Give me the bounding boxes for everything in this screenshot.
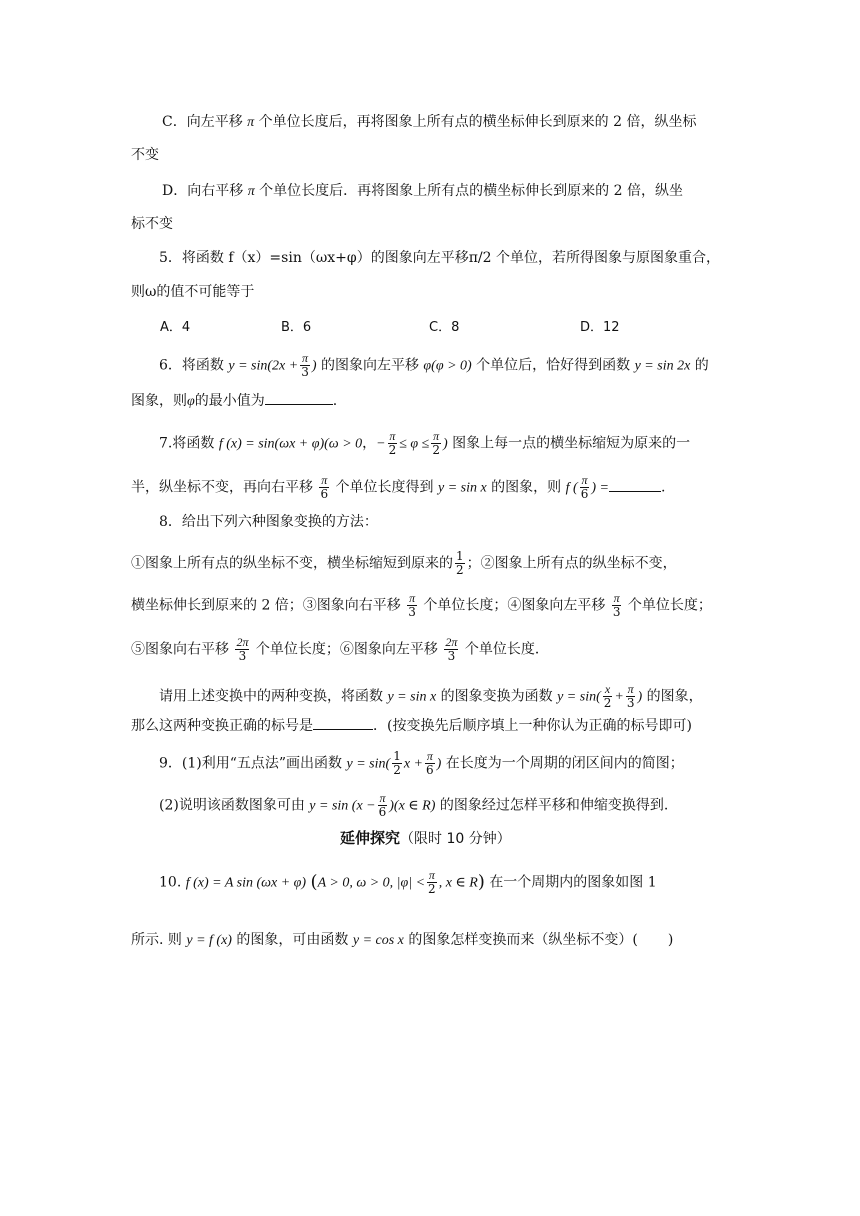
q4-option-d-line1 — [162, 181, 762, 202]
q9-frac-3 — [378, 792, 388, 819]
q7-frac-4 — [580, 474, 590, 501]
q10-paren-close: ) — [477, 871, 485, 893]
q6-answer-blank[interactable] — [265, 404, 333, 405]
q4-c-label: C．向左平移 — [162, 114, 243, 130]
q8-frac-3-den: 3 — [612, 605, 621, 619]
q7-close: ) — [443, 436, 448, 452]
q6-l2-text-c: 的最小值为 — [194, 393, 265, 409]
q6-formula-close: ) — [311, 358, 317, 374]
q10-condition: A > 0, ω > 0, |φ| < — [317, 875, 426, 891]
q10-l2-formula-1: y = f (x) — [186, 933, 232, 948]
q7-l2-text-a: 半，纵坐标不变，再向右平移 — [131, 479, 313, 496]
q9-l2-text-a: (2)说明该函数图象可由 — [159, 797, 305, 814]
q9-frac-3-den: 6 — [378, 805, 387, 819]
q9-text-f: 在长度为一个周期的闭区间内的简图； — [445, 755, 684, 772]
q8-l2-text-c: 个单位长度； — [627, 597, 712, 614]
q8-l4-plus: + — [614, 689, 624, 705]
q7-frac-1-den: 2 — [388, 443, 397, 457]
q8-l4-formula-1: y = sin x — [387, 689, 437, 705]
q7-frac-3-num: π — [321, 473, 328, 487]
q8-l4-text-a: 请用上述变换中的两种变换，将函数 — [159, 688, 383, 705]
q9-formula-open: y = sin( — [346, 756, 391, 772]
q8-l1-text-b: ；②图象上所有点的纵坐标不变， — [466, 555, 677, 572]
q8-l5-text-b: ．(按变换先后顺序填上一种你认为正确的标号即可) — [373, 718, 692, 734]
q9-l2-text-d: 的图象经过怎样平移和伸缩变换得到. — [439, 797, 669, 814]
q4-c-text: 个单位长度后，再将图象上所有点的横坐标伸长到原来的 2 倍，纵坐标 — [258, 114, 697, 130]
q8-frac-1 — [455, 550, 465, 577]
q10-l2-text-c: 的图象，可由函数 — [236, 932, 349, 948]
q9-l2-formula-close: )(x ∈ R) — [389, 798, 436, 814]
q5-option-b: B．6 — [281, 320, 312, 335]
q4-option-c-line2: 不变 — [131, 147, 159, 163]
q5-line1: 5．将函数 f（x）=sin（ωx+φ）的图象向左平移π/2 个单位，若所得图象与原图象重合， — [159, 250, 720, 266]
q6-frac — [300, 352, 310, 379]
q6-line2 — [131, 391, 731, 412]
q6-text-f: 个单位后，恰好得到函数 — [476, 357, 631, 374]
q4-d-text: 个单位长度后．再将图象上所有点的横坐标伸长到原来的 2 倍，纵坐 — [259, 183, 683, 199]
q8-frac-4-den: 3 — [238, 649, 247, 663]
q8-frac-6-num: x — [603, 683, 613, 697]
q7-line2 — [131, 474, 731, 501]
q8-frac-2-den: 3 — [408, 605, 416, 619]
q8-frac-6-den: 2 — [603, 696, 612, 710]
section-heading — [340, 827, 511, 848]
q9-frac-1-den: 2 — [393, 763, 401, 777]
q10-line2 — [131, 930, 731, 951]
q6-text-d: 的图象向左平移 — [320, 357, 419, 374]
q9-formula-close: ) — [436, 756, 442, 772]
q5-line2: 则ω的值不可能等于 — [131, 284, 255, 300]
q7-minus: − — [376, 436, 386, 452]
q6-line1 — [159, 352, 759, 379]
q7-l2-f-close: ) = — [591, 480, 609, 496]
q7-frac-4-den: 6 — [580, 487, 589, 501]
q6-formula-3: y = sin 2x — [634, 358, 691, 374]
q8-frac-4 — [235, 636, 249, 663]
q10-l2-text-e: 的图象怎样变换而来（纵坐标不变）( — [408, 932, 638, 948]
q4-d-label: D．向右平移 — [162, 183, 244, 199]
q8-line4 — [159, 683, 759, 710]
q7-frac-2 — [431, 430, 441, 457]
q6-formula-1: y = sin(2x + — [228, 358, 299, 374]
q8-frac-1-den: 2 — [456, 563, 464, 577]
q9-formula-mid: x + — [403, 756, 423, 772]
q8-l1-text-a: ①图象上所有点的纵坐标不变，横坐标缩短到原来的 — [131, 555, 453, 572]
q8-frac-4-num: 2π — [236, 635, 249, 649]
q9-frac-2-num: π — [426, 749, 433, 763]
q9-frac-2-den: 6 — [426, 763, 434, 777]
q7-frac-2-den: 2 — [432, 443, 440, 457]
q9-frac-1-num: 1 — [393, 749, 401, 763]
q7-ineq: ≤ φ ≤ — [399, 436, 430, 452]
q5-option-a: A．4 — [160, 320, 191, 335]
q10-text-e: 在一个周期内的图象如图 1 — [489, 874, 657, 891]
q10-frac-num: π — [428, 868, 435, 882]
q4-d-pi: π — [247, 184, 255, 199]
q8-line3 — [131, 636, 731, 663]
q7-l2-text-b: 个单位长度得到 — [335, 479, 434, 496]
q7-formula-1: f (x) = sin(ωx + φ)(ω > 0 — [218, 436, 363, 452]
q5-option-d: D．12 — [580, 320, 620, 335]
q7-l2-f-open: f ( — [565, 480, 578, 496]
q7-l2-formula: y = sin x — [438, 480, 487, 496]
q5-option-c: C．8 — [429, 320, 460, 335]
q10-l2-close: ) — [667, 932, 674, 948]
q9-text-a: 9．(1)利用“五点法”画出函数 — [159, 755, 343, 772]
q9-frac-2 — [425, 750, 435, 777]
q8-frac-2 — [407, 592, 417, 619]
q6-frac-num: π — [302, 351, 309, 365]
q9-l2-formula-open: y = sin (x − — [309, 798, 376, 814]
q8-l4-text-c: 的图象变换为函数 — [440, 688, 553, 705]
q8-l3-text-b: 个单位长度；⑥图象向左平移 — [255, 641, 438, 658]
q4-option-d-line2: 标不变 — [131, 216, 173, 232]
q6-phi: φ — [187, 394, 195, 409]
q6-formula-2: φ(φ > 0) — [423, 358, 472, 374]
q8-l4-text-g: 的图象， — [646, 688, 703, 705]
q10-paren-open: ( — [310, 871, 318, 893]
q7-period: . — [660, 479, 666, 496]
q8-frac-3-num: π — [613, 591, 620, 605]
q8-l4-formula-2: y = sin( — [557, 689, 601, 705]
q10-l2-formula-2: y = cos x — [352, 933, 404, 948]
q8-l3-text-c: 个单位长度． — [464, 641, 549, 658]
q10-number: 10. — [159, 874, 182, 891]
q7-frac-1-num: π — [389, 429, 396, 443]
section-time-note: （限时 10 分钟） — [400, 831, 511, 847]
q7-frac-3 — [319, 474, 329, 501]
q7-l2-text-d: 的图象，则 — [491, 479, 562, 496]
q6-text-h: 的 — [694, 357, 709, 374]
q8-l5-text-a: 那么这两种变换正确的标号是 — [131, 718, 313, 734]
q8-frac-7-num: π — [627, 682, 634, 696]
q8-frac-3 — [612, 592, 622, 619]
q7-line1 — [159, 430, 759, 457]
q10-domain: , x ∈ R — [438, 875, 478, 891]
q7-frac-4-num: π — [581, 473, 588, 487]
q7-frac-3-den: 6 — [320, 487, 329, 501]
q8-answer-blank[interactable] — [313, 729, 373, 730]
section-title: 延伸探究 — [340, 829, 401, 847]
q7-text-g: 图象上每一点的横坐标缩短为原来的一 — [452, 435, 691, 452]
q9-line1 — [159, 750, 759, 777]
q8-frac-7 — [626, 683, 636, 710]
q7-comma: ， — [362, 435, 377, 452]
q8-frac-2-num: π — [409, 591, 416, 605]
q8-l3-text-a: ⑤图象向右平移 — [131, 641, 229, 658]
q9-frac-3-num: π — [379, 791, 386, 805]
q7-answer-blank[interactable] — [609, 491, 661, 492]
q9-line2 — [159, 792, 759, 819]
q8-frac-5-den: 3 — [447, 649, 456, 663]
q9-frac-1 — [392, 750, 402, 777]
q8-frac-5 — [444, 636, 458, 663]
q8-l4-close: ) — [637, 689, 643, 705]
q6-frac-den: 3 — [301, 365, 309, 379]
q10-frac — [427, 869, 437, 896]
q6-period: . — [332, 393, 338, 409]
q7-text-a: 7.将函数 — [159, 435, 215, 452]
q8-frac-5-num: 2π — [445, 635, 458, 649]
q8-frac-1-num: 1 — [456, 549, 464, 563]
q10-frac-den: 2 — [428, 882, 436, 896]
q8-frac-7-den: 3 — [626, 696, 635, 710]
q4-c-pi: π — [247, 115, 255, 130]
q8-line1 — [131, 550, 731, 577]
q8-line5 — [131, 716, 731, 736]
q4-option-c-line1 — [162, 112, 762, 133]
q8-intro: 8．给出下列六种图象变换的方法： — [159, 514, 378, 530]
q8-line2 — [131, 592, 731, 619]
q6-text-a: 6．将函数 — [159, 357, 224, 374]
q10-l2-text-a: 所示. 则 — [131, 932, 182, 948]
q7-frac-1 — [388, 430, 398, 457]
q8-frac-6 — [603, 683, 613, 710]
q10-line1 — [159, 869, 759, 896]
q7-frac-2-num: π — [433, 429, 440, 443]
q8-l2-text-b: 个单位长度；④图象向左平移 — [423, 597, 606, 614]
q6-l2-text-a: 图象，则 — [131, 393, 187, 409]
q8-l2-text-a: 横坐标伸长到原来的 2 倍；③图象向右平移 — [131, 597, 401, 614]
q10-formula-1: f (x) = A sin (ωx + φ) — [185, 875, 307, 891]
